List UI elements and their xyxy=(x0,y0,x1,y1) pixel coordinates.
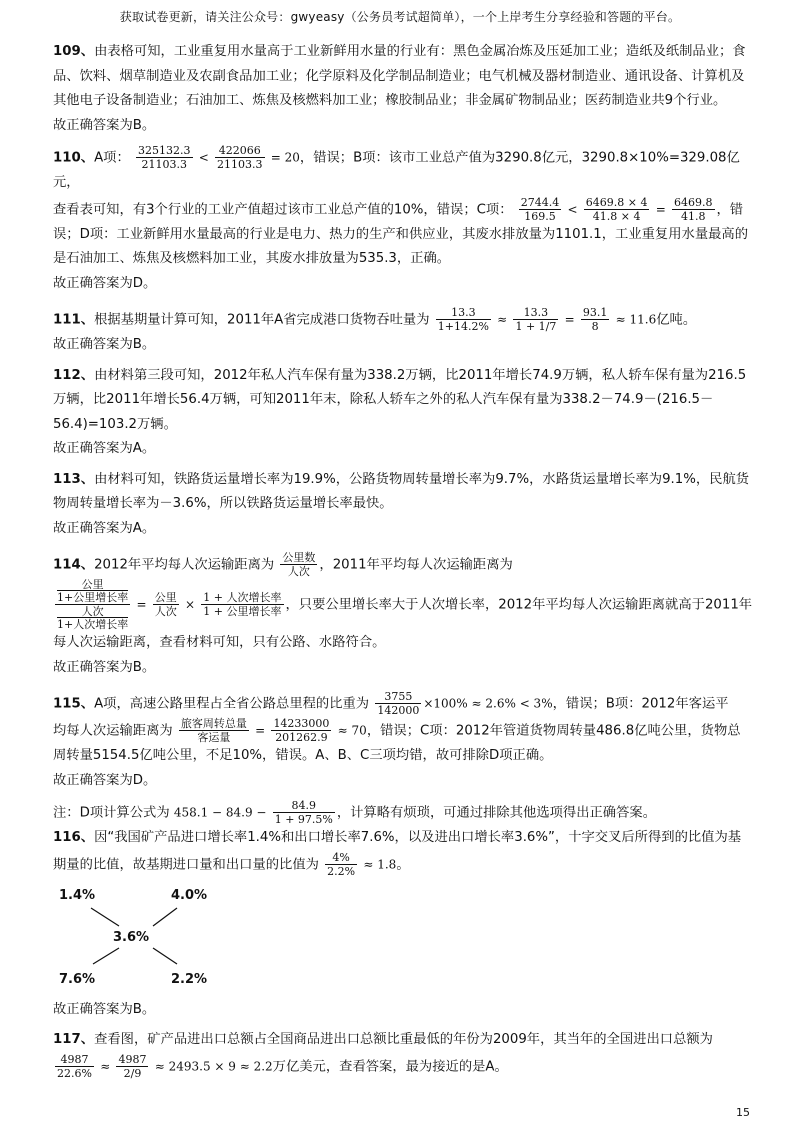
denominator: 21103.3 xyxy=(141,158,187,171)
term: 人次 xyxy=(81,605,104,618)
explanation-text: 由材料第三段可知，2012年私人汽车保有量为338.2万辆，比2011年增长74.9万辆，私人轿车保有量为216.5万辆，比2011年增长56.4万辆，可知2011年末，除私人轿车之外的私人汽车保有量为338.2－74.9－(216.5－56.4)=103.2万辆。 xyxy=(53,367,747,432)
fraction xyxy=(513,306,558,333)
denominator: 21103.3 xyxy=(217,158,263,171)
denominator: 人次 xyxy=(287,565,310,578)
question-114 xyxy=(53,551,753,656)
diagram-label-bottom-left: 7.6% xyxy=(59,971,96,987)
numerator xyxy=(55,578,130,605)
term: 公里 xyxy=(81,578,104,591)
numerator: 3755 xyxy=(375,690,421,704)
numerator: 13.3 xyxy=(513,306,558,320)
explanation-text: ，错误；C项：2012年管道货物周转量486.8亿吨公里，货物总周转量5154.5亿吨公里，不足10%，错误。A、B、C三项均错，故可排除D项正确。 xyxy=(53,723,741,763)
numerator: 2744.4 xyxy=(520,195,560,209)
numerator: 4% xyxy=(325,851,357,865)
fraction xyxy=(519,196,562,223)
numerator: 6469.8 xyxy=(674,195,713,209)
question-111 xyxy=(53,306,753,333)
denominator: 22.6% xyxy=(57,1066,92,1080)
page-header: 获取试卷更新，请关注公众号：gwyeasy（公务员考试超简单），一个上岸考生分享经验和答题的平台。 xyxy=(119,10,681,24)
numerator: 13.3 xyxy=(436,306,491,320)
math-symbol: ≈ 2493.5 × 9 ≈ 2.2 xyxy=(154,1059,273,1073)
explanation-text: ，2011年平均每人次运输距离为 xyxy=(319,557,513,573)
compound-fraction xyxy=(55,578,130,631)
fraction xyxy=(179,717,249,744)
fraction xyxy=(55,1053,94,1080)
denominator: 1 + 公里增长率 xyxy=(203,605,282,618)
diagram-label-top-left: 1.4% xyxy=(59,887,96,903)
note-text: 注：D项计算公式为 xyxy=(53,805,170,821)
numerator: 公里 xyxy=(154,591,177,604)
math-symbol: = xyxy=(255,723,266,738)
question-110 xyxy=(53,144,753,272)
math-symbol: ≈ xyxy=(497,312,508,327)
explanation-text: ，错 xyxy=(716,202,744,217)
question-113 xyxy=(53,468,753,517)
note-text: ，计算略有烦琐，可通过排除其他选项得出正确答案。 xyxy=(336,805,656,821)
math-symbol: = xyxy=(136,597,147,612)
question-number: 112、 xyxy=(53,367,95,383)
math-symbol: = xyxy=(564,312,575,327)
answer-line: 故正确答案为D。 xyxy=(53,275,157,291)
explanation-text: 查看图，矿产品进出口总额占全国商品进出口总额比重最低的年份为2009年，其当年的全国进出口总额为 xyxy=(94,1032,713,1047)
denominator: 1 + 1/7 xyxy=(515,320,557,333)
math-expression: 458.1 − 84.9 − xyxy=(173,805,267,820)
fraction xyxy=(215,144,265,171)
denominator: 142000 xyxy=(377,704,420,717)
cross-diagram xyxy=(53,884,253,994)
fraction xyxy=(271,717,331,744)
numerator: 93.1 xyxy=(582,306,608,319)
numerator: 14233000 xyxy=(273,717,330,730)
question-number: 114、 xyxy=(53,557,95,573)
document-body xyxy=(53,40,753,1080)
question-109 xyxy=(53,40,753,114)
fraction xyxy=(153,591,179,618)
explanation-text: ，错误；B项：该市工业总产值为3290.8亿元，3290.8×10%=329.08亿元， xyxy=(53,150,740,190)
fraction xyxy=(672,196,715,223)
explanation-text: 误；D项：工业新鲜用水量最高的行业是电力、热力的生产和供应业，其废水排放量为1101.1，工业重复用水量最高的是石油加工、炼焦及核燃料加工业，其废水排放量为535.3，正确。 xyxy=(53,226,749,266)
numerator: 4987 xyxy=(118,1052,147,1066)
math-symbol: = xyxy=(655,202,666,216)
note xyxy=(53,799,753,826)
answer-line: 故正确答案为A。 xyxy=(53,441,156,456)
math-symbol: < xyxy=(198,150,209,165)
math-symbol: ≈ 1.8 xyxy=(363,857,397,871)
answer-line: 故正确答案为B。 xyxy=(53,1001,156,1017)
math-symbol: ≈ 11.6 xyxy=(615,312,657,327)
question-number: 115、 xyxy=(53,696,95,712)
explanation-text: 由表格可知，工业重复用水量高于工业新鲜用水量的行业有：黑色金属冶炼及压延加工业；造纸及纸制品业；食品、饮料、烟草制造业及农副食品加工业；化学原料及化学制品制造业；电气机械及器材制造业、通讯设备、计算机及其他电子设备制造业；石油加工、炼焦及核燃料加工业；橡胶制品业；非金属矿物制品业；医药制造业共9个行业。 xyxy=(53,44,746,108)
denominator: 2.2% xyxy=(327,864,356,878)
math-symbol: ×100% ≈ 2.6% < 3% xyxy=(423,696,553,711)
diagram-label-center: 3.6% xyxy=(113,929,150,945)
question-number: 117、 xyxy=(53,1032,95,1047)
answer-line: 故正确答案为D。 xyxy=(53,772,157,788)
explanation-text: 亿吨。 xyxy=(656,312,697,328)
explanation-text: 因“我国矿产品进口增长率1.4%和出口增长率7.6%，以及进出口增长率3.6%”，十字交叉后所得到的比值为基期量的比值，故基期进口量和出口量的比值为 xyxy=(53,830,742,872)
numerator: 6469.8 × 4 xyxy=(585,195,648,209)
fraction xyxy=(581,306,610,333)
question-112 xyxy=(53,364,753,438)
numerator: 422066 xyxy=(215,144,265,158)
math-symbol: ≈ 70 xyxy=(337,723,367,738)
explanation-text: 。 xyxy=(396,857,410,872)
fraction xyxy=(436,306,491,333)
denominator: 41.8 xyxy=(681,209,706,223)
term: 1+公里增长率 xyxy=(57,591,129,604)
math-symbol: < xyxy=(567,202,578,216)
denominator: 41.8 × 4 xyxy=(592,209,641,223)
answer-line: 故正确答案为A。 xyxy=(53,520,156,536)
denominator: 1+14.2% xyxy=(437,320,489,333)
question-116 xyxy=(53,826,753,878)
denominator: 169.5 xyxy=(524,209,556,223)
question-117 xyxy=(53,1028,753,1080)
explanation-text: ，错误；B项：2012年客运平 xyxy=(552,696,729,712)
answer-line: 故正确答案为B。 xyxy=(53,337,156,352)
numerator: 4987 xyxy=(55,1053,94,1067)
denominator xyxy=(55,605,130,631)
diagram-label-bottom-right: 2.2% xyxy=(171,971,208,987)
question-number: 109、 xyxy=(53,44,95,59)
denominator: 客运量 xyxy=(197,731,231,744)
fraction xyxy=(325,851,357,878)
numerator: 旅客周转总量 xyxy=(180,717,247,730)
fraction xyxy=(584,196,650,223)
fraction xyxy=(273,799,335,826)
answer-line: 故正确答案为B。 xyxy=(53,659,156,675)
explanation-text: 万亿美元，查看答案，最为接近的是A。 xyxy=(272,1059,508,1074)
fraction xyxy=(201,591,283,618)
fraction xyxy=(116,1053,148,1080)
math-symbol: = 20 xyxy=(270,150,300,165)
numerator: 公里数 xyxy=(282,551,316,564)
numerator: 1 + 人次增长率 xyxy=(203,591,282,604)
explanation-text: 查看表可知，有3个行业的工业产值超过该市工业总产值的10%，错误；C项： xyxy=(53,202,513,217)
question-number: 113、 xyxy=(53,471,95,487)
answer-line: 故正确答案为B。 xyxy=(53,117,156,133)
explanation-text: 根据基期量计算可知，2011年A省完成港口货物吞吐量为 xyxy=(94,312,430,328)
denominator: 1 + 97.5% xyxy=(274,813,333,826)
question-115 xyxy=(53,690,753,769)
denominator: 8 xyxy=(591,320,599,333)
numerator: 325132.3 xyxy=(138,144,191,157)
diagram-label-top-right: 4.0% xyxy=(171,887,208,903)
fraction xyxy=(136,144,193,171)
fraction xyxy=(375,690,421,717)
explanation-text: 2012年平均每人次运输距离为 xyxy=(94,557,275,573)
denominator: 201262.9 xyxy=(275,731,328,744)
denominator: 人次 xyxy=(154,605,177,618)
explanation-text: 由材料可知，铁路货运量增长率为19.9%，公路货物周转量增长率为9.7%，水路货运量增长率为9.1%，民航货物周转量增长率为－3.6%，所以铁路货运量增长率最快。 xyxy=(53,471,750,511)
question-number: 111、 xyxy=(53,312,95,328)
explanation-text: ，只要公里增长率大于人次增长率，2012年平均每人次运输距离就高于2011年每人次运输距离，查看材料可知，只有公路、水路符合。 xyxy=(53,597,753,650)
numerator: 84.9 xyxy=(273,799,335,813)
explanation-text: 均每人次运输距离为 xyxy=(53,723,173,739)
question-number: 116、 xyxy=(53,830,95,845)
fraction xyxy=(280,551,317,578)
math-symbol: × xyxy=(184,597,196,612)
math-symbol: ≈ xyxy=(100,1059,111,1073)
option-label: A项： xyxy=(94,150,130,166)
denominator: 2/9 xyxy=(123,1066,142,1080)
question-number: 110、 xyxy=(53,150,95,166)
page-number: 15 xyxy=(736,1106,750,1119)
explanation-text: A项，高速公路里程占全省公路总里程的比重为 xyxy=(94,696,370,712)
term: 1+人次增长率 xyxy=(57,618,129,631)
